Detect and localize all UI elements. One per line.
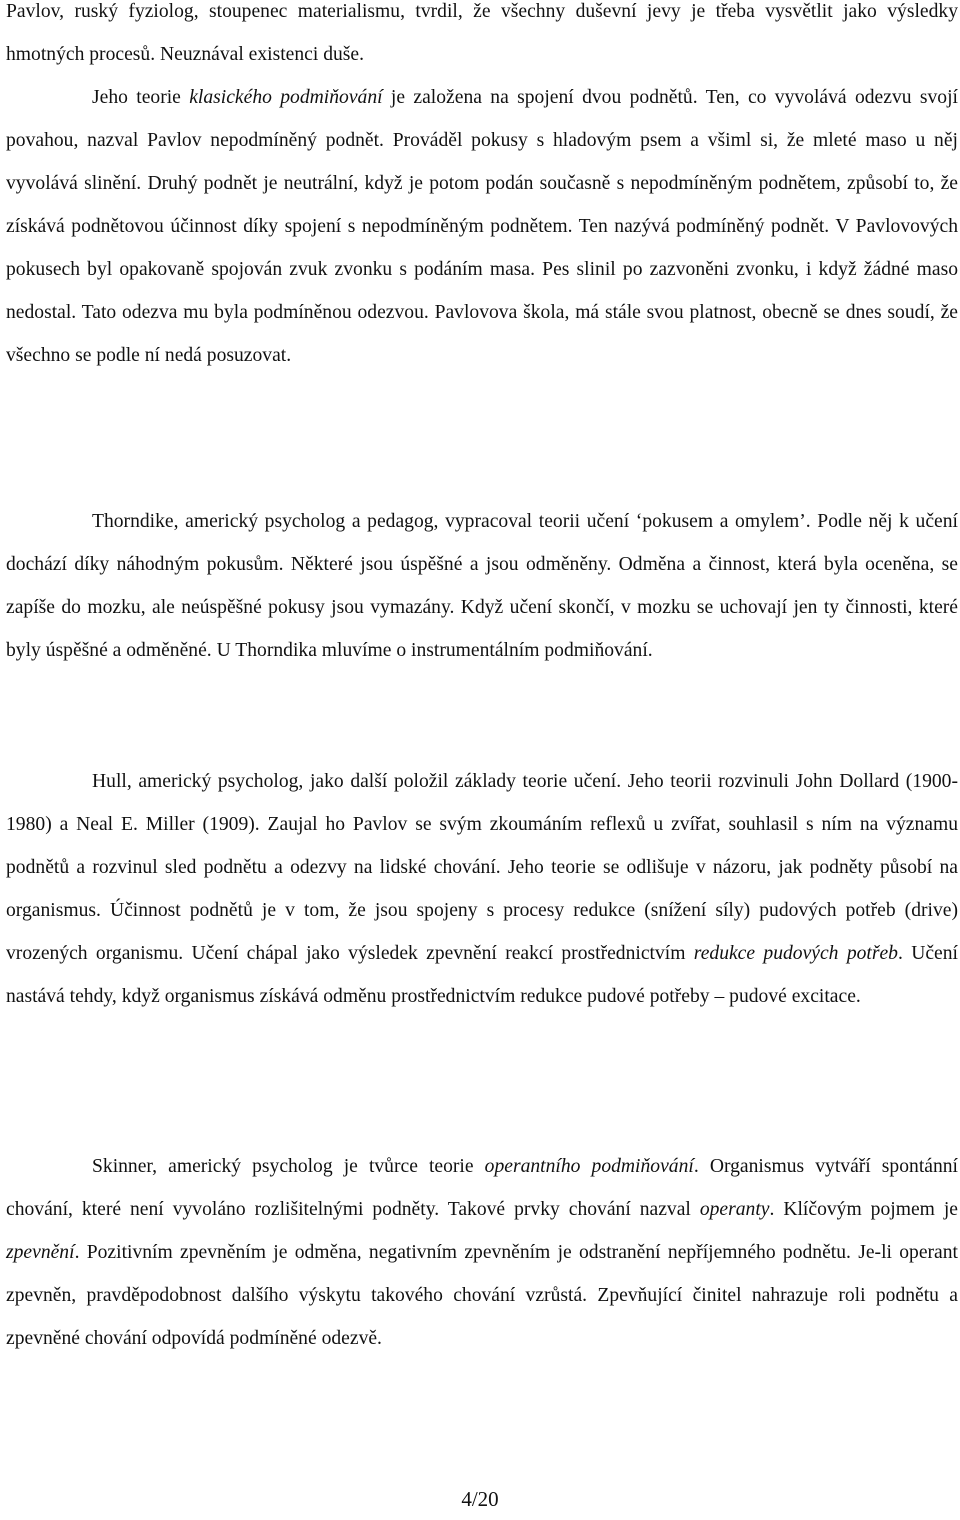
skinner-text	[6, 1145, 958, 1360]
hull-part-a: Hull, americký psycholog, jako další položil základy teorie učení. Jeho teorii rozvinuli John Dollard (1900-1980) a Neal E. Miller (1909). Zaujal ho Pavlov se svým zkoumáním reflexů u zvířat, souhlasil s ním na významu podnětů a rozvinul sled podnětu a odezvy na lidské chování. Jeho teorie se odlišuje v názoru, jak podněty působí na organismus. Účinnost podnětů je v tom, že jsou spojeny s procesy redukce (snížení síly) pudových potřeb (drive) vrozených organismu. Učení chápal jako výsledek zpevnění reakcí prostřednictvím	[6, 771, 958, 964]
operants-term: operanty	[699, 1199, 770, 1220]
pavlov-intro-text: Pavlov, ruský fyziolog, stoupenec materialismu, tvrdil, že všechny duševní jevy je třeba vysvětlit jako výsledky hmotných procesů. Neuznával existenci duše.	[6, 1, 958, 65]
skinner-part-b: . Organismus vytváří spontánní chování, které není vyvoláno rozlišitelnými podněty. Takové prvky chování nazval	[6, 1156, 958, 1220]
operant-conditioning-term: operantního podmiňování	[484, 1156, 694, 1177]
pavlov-theory-part-b: je založena na spojení dvou podnětů. Ten, co vyvolává odezvu svojí povahou, nazval Pavlov nepodmíněný podnět. Prováděl pokusy s hladovým psem a všiml si, že mleté maso u něj vyvolává slinění. Druhý podnět je neutrální, když je potom podán současně s nepodmíněným podnětem, způsobí to, že získává podnětovou účinnost díky spojení s nepodmíněným podnětem. Ten nazývá podmíněný podnět. V Pavlovových pokusech byl opakovaně spojován zvuk zvonku s podáním masa. Pes slinil po zazvoněni zvonku, i když žádné maso nedostal. Tato odezva mu byla podmíněnou odezvou. Pavlovova škola, má stále svou platnost, obecně se dnes soudí, že všechno se podle ní nedá posuzovat.	[6, 87, 958, 366]
skinner-part-a: Skinner, americký psycholog je tvůrce teorie	[92, 1156, 485, 1177]
paragraph-skinner	[6, 1145, 958, 1360]
classical-conditioning-term: klasického podmiňování	[189, 87, 383, 108]
thorndike-text: Thorndike, americký psycholog a pedagog, vypracoval teorii učení ‘pokusem a omylem’. Podle něj k učení dochází díky náhodným pokusům. Některé jsou úspěšné a jsou odměněny. Odměna a činnost, která byla oceněna, se zapíše do mozku, ale neúspěšné pokusy jsou vymazány. Když učení skončí, v mozku se uchovají jen ty činnosti, které byly úspěšné a odměněné. U Thorndika mluvíme o instrumentálním podmiňování.	[6, 511, 958, 661]
paragraph-thorndike	[6, 500, 958, 672]
skinner-part-d: . Pozitivním zpevněním je odměna, negativním zpevněním je odstranění nepříjemného podnětu. Je-li operant zpevněn, pravděpodobnost dalšího výskytu takového chování vzrůstá. Zpevňující činitel nahrazuje roli podnětu a zpevněné chování odpovídá podmíněné odezvě.	[6, 1242, 958, 1349]
hull-text	[6, 760, 958, 1018]
pavlov-theory-part-a: Jeho teorie	[92, 87, 190, 108]
paragraph-hull	[6, 760, 958, 1018]
paragraph-pavlov	[6, 0, 958, 377]
pavlov-theory-text	[6, 76, 958, 377]
drive-reduction-term: redukce pudových potřeb	[693, 943, 898, 964]
skinner-part-c: . Klíčovým pojmem je	[769, 1199, 958, 1220]
reinforcement-term: zpevnění	[6, 1242, 75, 1263]
hull-part-b: . Učení nastává tehdy, když organismus získává odměnu prostřednictvím redukce pudové potřeby – pudové excitace.	[6, 943, 958, 1007]
page-number: 4/20	[461, 1487, 499, 1511]
